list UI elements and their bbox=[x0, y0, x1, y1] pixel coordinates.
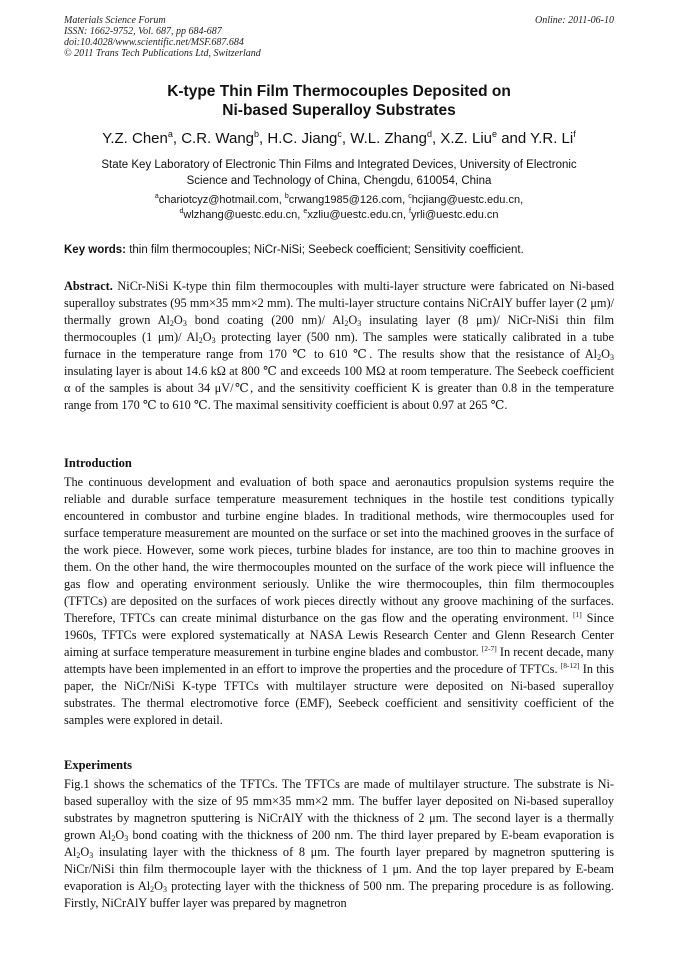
title-line-1: K-type Thin Film Thermocouples Deposited on bbox=[167, 83, 511, 100]
author-name: W.L. Zhang bbox=[350, 130, 427, 147]
subscript: 2 bbox=[198, 336, 203, 345]
subscript: 2 bbox=[76, 851, 81, 860]
email-address: yrli@uestc.edu.cn bbox=[410, 209, 499, 221]
author-separator: and bbox=[497, 130, 531, 147]
email-address: wlzhang@uestc.edu.cn bbox=[183, 209, 298, 221]
email-list bbox=[60, 193, 618, 223]
author-separator: , bbox=[259, 130, 268, 147]
introduction-text: The continuous development and evaluation of both space and aeronautics propulsion systems require the reliable and durable surface temperature measurement techniques in the hostile test conditions typically encountered in combustor and turbine engine blades. In traditional methods, wire thermocouples used for surface temperature measurement are mounted on the surface or set into the machined grooves in the surface of the work piece. However, some work pieces, turbine blades for instance, are too thin to machine grooves in them. On the other hand, the wire thermocouples mounted on the surface of the work piece will influence the gas flow and operating environment seriously. Unlike the wire thermocouples, thin film thermocouples (TFTCs) are deposited on the surfaces of work pieces directly without any groove machining of the surfaces. Therefore, TFTCs can create minimal disturbance on the gas flow and the operating environment. [1] Since 1960s, TFTCs were explored systematically at NASA Lewis Research Center and Glenn Research Center aiming at surface temperature measurement in turbine engine blades and combustor. [2-7] In recent decade, many attempts have been implemented in an effort to improve the properties and the procedure of TFTCs. [8-12] In this paper, the NiCr/NiSi K-type TFTCs with multilayer structure were deposited on Ni-based superalloy substrates. The thermal electromotive force (EMF), Seebeck coefficient and sensitivity coefficient of the samples were explored in detail. bbox=[64, 475, 614, 727]
citation-ref: [8-12] bbox=[560, 661, 580, 670]
email-mark: e bbox=[303, 208, 308, 215]
subscript: 2 bbox=[111, 834, 116, 843]
experiments-text: Fig.1 shows the schematics of the TFTCs. The TFTCs are made of multilayer structure. The substrate is Ni-based superalloy with the size of 95 mm×35 mm×2 mm. The buffer layer deposited on Ni-based superalloy substrates by magnetron sputtering is NiCrAlY with the thickness of 2 μm. The second layer is a thermally grown $Al_2O_3$ bond coating with the thickness of 200 nm. The third layer prepared by E-beam evaporation is $Al_2O_3$ insulating layer with the thickness of 8 μm. The fourth layer prepared by magnetron sputtering is NiCr/NiSi thin film thermocouple layer with the thickness of 1 μm. And the top layer prepared by E-beam evaporation is $Al_2O_3$ protecting layer with the thickness of 500 nm. The preparing procedure is as following. Firstly, NiCrAlY buffer layer was prepared by magnetron bbox=[64, 777, 614, 910]
author-affil-mark: a bbox=[167, 129, 173, 139]
subscript: 3 bbox=[211, 336, 216, 345]
email-mark: f bbox=[408, 208, 411, 215]
subscript: 3 bbox=[163, 885, 168, 894]
experiments-body bbox=[64, 776, 614, 912]
keywords-label: Key words: bbox=[64, 244, 126, 256]
email-line-2 bbox=[60, 208, 618, 223]
abstract-label: Abstract. bbox=[64, 279, 113, 293]
affiliation bbox=[60, 157, 618, 189]
subscript: 3 bbox=[124, 834, 129, 843]
abstract bbox=[64, 278, 614, 414]
subscript: 2 bbox=[169, 319, 174, 328]
keywords-text: thin film thermocouples; NiCr-NiSi; Seebeck coefficient; Sensitivity coefficient. bbox=[126, 244, 524, 256]
author-affil-mark: c bbox=[337, 129, 342, 139]
email-separator: , bbox=[402, 194, 409, 206]
email-separator: , bbox=[278, 194, 285, 206]
journal-name: Materials Science Forum bbox=[64, 15, 166, 26]
author-name: C.R. Wang bbox=[181, 130, 255, 147]
author-separator: , bbox=[172, 130, 182, 147]
author-name: X.Z. Liu bbox=[440, 130, 493, 147]
author-list bbox=[40, 130, 638, 148]
journal-doi: doi:10.4028/www.scientific.net/MSF.687.684 bbox=[64, 37, 244, 48]
email-mark: d bbox=[179, 208, 184, 215]
abstract-body: NiCr-NiSi K-type thin film thermocouples with multi-layer structure were fabricated on Ni-based superalloy substrates (95 mm×35 mm×2 mm). The multi-layer structure contains NiCrAlY buffer layer (2 μm)/ thermally grown $Al_2O_3$ bond coating (200 nm)/ $Al_2O_3$ insulating layer (8 μm)/ NiCr-NiSi thin film thermocouples (1 μm)/ $Al_2O_3$ protecting layer (500 nm). The samples were statically calibrated in a tube furnace in the temperature range from 170 ℃ to 610 ℃. The results show that the resistance of $Al_2O_3$ insulating layer is about 14.6 kΩ at 800 ℃ and exceeds 100 MΩ at room temperature. The Seebeck coefficient α of the samples is about 34 μV/℃, and the sensitivity coefficient K is greater than 0.8 in the temperature range from 170 ℃ to 610 ℃. The maximal sensitivity coefficient is about 0.97 at 265 ℃. bbox=[64, 279, 615, 412]
email-address: chariotcyz@hotmail.com bbox=[158, 194, 279, 206]
introduction-heading: Introduction bbox=[64, 456, 132, 470]
subscript: 3 bbox=[610, 353, 614, 362]
author-name: H.C. Jiang bbox=[267, 130, 338, 147]
keywords bbox=[64, 243, 614, 258]
author-affil-mark: d bbox=[426, 129, 432, 139]
author-separator: , bbox=[341, 130, 351, 147]
email-separator: , bbox=[402, 209, 409, 221]
affiliation-line-2: Science and Technology of China, Chengdu, 610054, China bbox=[186, 175, 492, 187]
author-separator: , bbox=[431, 130, 441, 147]
introduction-body bbox=[64, 474, 614, 729]
title-line-2: Ni-based Superalloy Substrates bbox=[222, 102, 456, 119]
subscript: 3 bbox=[357, 319, 362, 328]
email-separator: , bbox=[520, 194, 524, 206]
author-name: Y.R. Li bbox=[530, 130, 574, 147]
affiliation-line-1: State Key Laboratory of Electronic Thin Films and Integrated Devices, University of Electronic bbox=[101, 159, 577, 171]
email-mark: a bbox=[154, 193, 159, 200]
email-mark: b bbox=[284, 193, 289, 200]
subscript: 2 bbox=[597, 353, 602, 362]
author-affil-mark: f bbox=[573, 129, 576, 139]
paper-title bbox=[60, 82, 618, 120]
subscript: 3 bbox=[182, 319, 187, 328]
subscript: 2 bbox=[150, 885, 155, 894]
citation-ref: [2-7] bbox=[481, 644, 497, 653]
email-mark: c bbox=[408, 193, 412, 200]
email-separator: , bbox=[297, 209, 304, 221]
journal-copyright: © 2011 Trans Tech Publications Ltd, Switzerland bbox=[64, 48, 261, 59]
subscript: 2 bbox=[344, 319, 349, 328]
email-address: crwang1985@126.com bbox=[288, 194, 403, 206]
email-address: xzliu@uestc.edu.cn bbox=[307, 209, 403, 221]
email-address: hcjiang@uestc.edu.cn bbox=[411, 194, 521, 206]
email-line-1 bbox=[60, 193, 618, 208]
citation-ref: [1] bbox=[573, 610, 582, 619]
author-name: Y.Z. Chen bbox=[102, 130, 168, 147]
journal-header bbox=[64, 15, 261, 59]
author-affil-mark: b bbox=[254, 129, 260, 139]
experiments-heading: Experiments bbox=[64, 758, 133, 772]
subscript: 3 bbox=[89, 851, 94, 860]
author-affil-mark: e bbox=[492, 129, 498, 139]
journal-issn: ISSN: 1662-9752, Vol. 687, pp 684-687 bbox=[64, 26, 222, 37]
online-date: Online: 2011-06-10 bbox=[535, 15, 614, 26]
